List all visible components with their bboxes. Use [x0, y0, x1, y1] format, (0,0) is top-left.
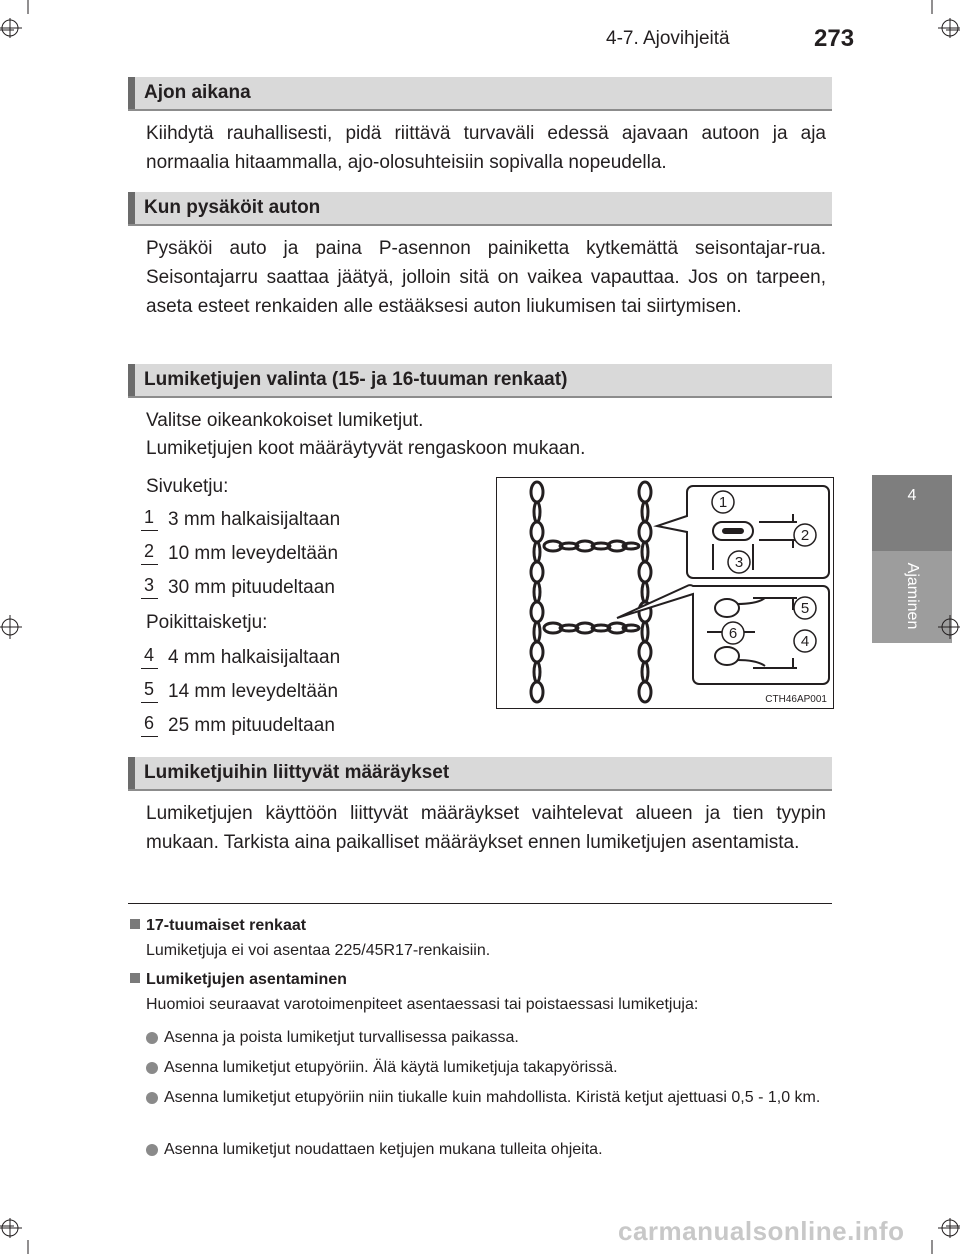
bullet-item: Asenna lumiketjut etupyöriin. Älä käytä lumiketjuja takapyörissä. [146, 1057, 832, 1079]
item-number: 1 [138, 506, 160, 530]
callout-4: 4 [800, 633, 810, 650]
chain-intro-2: Lumiketjujen koot määräytyvät rengaskoon mukaan. [146, 438, 586, 459]
page-number: 273 [814, 25, 855, 52]
note-title-installation: Lumiketjujen asentaminen [130, 971, 347, 989]
item-number: 6 [138, 712, 160, 736]
chapter-title: Ajaminen [904, 562, 921, 630]
callout-1: 1 [718, 494, 728, 511]
side-chain-label: Sivuketju: [146, 476, 229, 497]
callout-3: 3 [734, 554, 744, 571]
note-text-17-inch: Lumiketjuja ei voi asentaa 225/45R17-renkaisiin. [146, 942, 491, 959]
bullet-item: Asenna ja poista lumiketjut turvallisessa paikassa. [146, 1027, 832, 1049]
section-heading-chain-selection: Lumiketjujen valinta (15- ja 16-tuuman renkaat) [128, 364, 832, 398]
chain-intro-1: Valitse oikeankokoiset lumiketjut. [146, 410, 424, 431]
section-heading-parking: Kun pysäköit auton [128, 192, 832, 226]
figure-code: CTH46AP001 [765, 694, 827, 705]
callout-5: 5 [800, 600, 810, 617]
bullet-item: Asenna lumiketjut etupyöriin niin tiukalle kuin mahdollista. Kiristä ketjut ajettuasi 0,5 - 1,0 km. [146, 1087, 832, 1109]
item-number: 5 [138, 678, 160, 702]
chain-item-3: 3 30 mm pituudeltaan [138, 574, 335, 602]
note-text-installation: Huomioi seuraavat varotoimenpiteet asentaessasi tai poistaessasi lumiketjuja: [146, 996, 699, 1013]
chain-item-6: 6 25 mm pituudeltaan [138, 712, 335, 740]
section-heading-regulations: Lumiketjuihin liittyvät määräykset [128, 757, 832, 791]
callout-2: 2 [800, 527, 810, 544]
section-body-regulations: Lumiketjujen käyttöön liittyvät määräykset vaihtelevat alueen ja tien tyypin mukaan. Tarkista aina paikalliset määräykset ennen lumiketjujen asentamista. [146, 803, 826, 853]
chain-item-2: 2 10 mm leveydeltään [138, 540, 338, 568]
chain-item-4: 4 4 mm halkaisijaltaan [138, 644, 340, 672]
bullet-item: Asenna lumiketjut noudattaen ketjujen mukana tulleita ohjeita. [146, 1139, 832, 1161]
section-heading-driving: Ajon aikana [128, 77, 832, 111]
item-number: 3 [138, 574, 160, 598]
note-title-17-inch: 17-tuumaiset renkaat [130, 917, 306, 935]
chain-item-5: 5 14 mm leveydeltään [138, 678, 338, 706]
section-body-parking: Pysäköi auto ja paina P-asennon painiketta kytkemättä seisontajar-rua. Seisontajarru saattaa jäätyä, jolloin sitä on vaikea vapauttaa. Jos on tarpeen, aseta esteet renkaiden alle estääksesi auton liukumisen tai siirtymisen. [146, 238, 826, 317]
watermark: carmanualsonline.info [618, 1216, 905, 1246]
item-number: 4 [138, 644, 160, 668]
chain-item-1: 1 3 mm halkaisijaltaan [138, 506, 340, 534]
cross-chain-label: Poikittaisketju: [146, 612, 268, 633]
chapter-number: 4 [907, 487, 917, 504]
section-body-driving: Kiihdytä rauhallisesti, pidä riittävä turvaväli edessä ajavaan autoon ja aja normaalia hitaammalla, ajo-olosuhteisiin sopivalla nopeudella. [146, 123, 826, 173]
callout-6: 6 [728, 625, 738, 642]
header-section-title: 4-7. Ajovihjeitä [606, 28, 730, 49]
item-number: 2 [138, 540, 160, 564]
